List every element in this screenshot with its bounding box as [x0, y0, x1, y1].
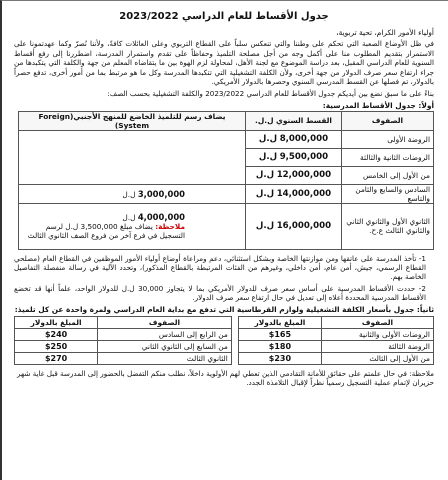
grade-cell: الثانوي الأول والثانوي الثاني والثانوي الثالث ع.ح.: [342, 203, 434, 249]
grade-cell: من السابع إلى الثانوي الثاني: [98, 340, 232, 352]
col-amount-right: المبلغ بالدولار: [238, 316, 321, 328]
notes-list: [14, 254, 426, 303]
col-grade-left: الصفوف: [98, 316, 232, 328]
grade-cell: من الأول إلى الخامس: [342, 166, 434, 184]
footer-note: ملاحظة: في حال علمتم على حقائق للأمانة التقادمي الذين تعطي لهم الأولوية داخلاً، نطلب منكم التفضل بالحضور إلى المدرسة قبل غاية شهر حزيران لإتمام عملية التسجيل رسمياً نظراً لإقبال التلامذة الجدد.: [17, 368, 434, 387]
fee-cell: 9,500,000 ل.ل: [246, 148, 342, 166]
grade-cell: من الأول إلى الثالث: [321, 352, 433, 364]
fee-cell: 8,000,000 ل.ل: [246, 130, 342, 148]
fees-table: [18, 111, 434, 250]
fee-cell: 14,000,000 ل.ل: [246, 184, 342, 203]
grade-cell: الروضة الثالثة: [321, 340, 433, 352]
grade-cell: الروضة الأولى: [342, 130, 434, 148]
intro-paragraph-2: بناءً على ما سبق نضع بين أيديكم جدول الأقساط للعام الدراسي 2023/2022 والكلفة التشغيلية بحسب الصف:: [107, 88, 434, 98]
amount-cell: $165: [238, 328, 321, 340]
intro-paragraph: في ظل الأوضاع الصعبة التي تحكم على وطننا والتي تنعكس سلباً على القطاع التربوي وعلى العائلات كافةً، ولأننا نُصرّ وكما عهدتمونا على الاستمرار بتقديم المطلوب منا على أكمل وجه من أجل مصلحة التلميذ وحفاظاً على تقدم واستمرار المدرسة، اضطررنا إلى رفع أقساط السنوية للعام الدراسي المقبل، بعد دراسة الموضوع مع لجنة الأهل، لمحاولة لزم الهوة بين ما يتقاضاه المعلم من جهة والكلفة التي يتكبدها من جراء ارتفاع سعر صرف الدولار من جهة أخرى، ولأن الكلفة التشغيلية التي تتكبدها المدرسة وكل ما هو مرتبط بما من أمور أخرى، تدفع حصراً بالدولار، تم فصلها عن القسط المدرسي السنوي وحصرها بالدولار الأمريكي.: [14, 39, 434, 87]
table-row: [15, 352, 434, 364]
table-row: [19, 130, 434, 148]
note-item: 2- حددت الأقساط المدرسية على أساس سعر صرف للدولار الأمريكي بما لا يتجاوز 30,000 ل.ل للدولار الواحد، علماً أنها قد تخضع الأقساط المدرسية المحددة أعلاه إلى تعديل في حال ارتفاع سعر صرف الدولار.: [14, 283, 426, 303]
grade-cell: السادس والسابع والثامن والتاسع: [342, 184, 434, 203]
grade-cell: من الرابع إلى السادس: [98, 328, 232, 340]
foreign-fee-middle: 3,000,000 ل.ل: [19, 184, 246, 203]
foreign-fee-secondary: 4,000,000 ل.ل ملاحظة: يضاف مبلغ 3,500,000 ل.ل لرسم التسجيل في فرع آخر من فروع الصف الثانوي الثالث: [19, 203, 246, 249]
amount-cell: $270: [15, 352, 98, 364]
grade-cell: الروضات الأولى والثانية: [321, 328, 433, 340]
cost-table-header: [15, 316, 434, 328]
fees-table-header: [19, 111, 434, 130]
greeting: أولياء الأمور الكرام، تحية تربوية،: [336, 28, 434, 37]
col-grade-right: الصفوف: [321, 316, 433, 328]
foreign-note: ملاحظة: يضاف مبلغ 3,500,000 ل.ل لرسم التسجيل في فرع آخر من فروع الصف الثانوي الثالث: [27, 221, 185, 241]
table-row: [15, 340, 434, 352]
table-row: [19, 184, 434, 203]
table-row: [19, 203, 434, 249]
note-item: 1- تأخذ المدرسة على عاتقها ومن موازنتها الخاصة وبشكل استثنائي، دعم ومراعاة أوضاع أولياء الأمور الموظفين في القطاع العام (مصلحي القطاع الرسمي، جيش، أمن عام، أمن داخلي، وغيرهم من الفئات المرتبطة بالقطاع المذكور)، وتحدد الآلية في رسالة منفصلة التفاصيل الخاصة بهم.: [14, 253, 426, 282]
section-2-heading: ثانياً: جدول بأسعار الكلفة التشغيلية ولوازم القرطاسية التي تدفع مع بداية العام الدراسي ولمرة واحدة عن كل تلميذ:: [14, 304, 434, 314]
foreign-empty-cell: [19, 130, 246, 184]
col-grade: الصفوف: [342, 111, 434, 130]
grade-cell: الثانوي الثالث: [98, 352, 232, 364]
col-foreign: يضاف رسم للتلميذ الخاضع للمنهج الأجنبي(Foreign System): [19, 111, 246, 130]
amount-cell: $230: [238, 352, 321, 364]
foreign-fee-value: 4,000,000: [137, 211, 185, 222]
grade-cell: الروضات الثانية والثالثة: [342, 148, 434, 166]
amount-cell: $240: [15, 328, 98, 340]
page-title: جدول الأقساط للعام الدراسي 2023/2022: [119, 11, 329, 22]
table-row: [15, 328, 434, 340]
fee-cell: 12,000,000 ل.ل: [246, 166, 342, 184]
col-amount-left: المبلغ بالدولار: [15, 316, 98, 328]
operating-cost-table: [14, 316, 434, 365]
section-1-heading: أولاً: جدول الأقساط المدرسية:: [322, 100, 434, 110]
col-fee: القسط السنوي ل.ل.: [246, 111, 342, 130]
amount-cell: $250: [15, 340, 98, 352]
fee-cell: 16,000,000 ل.ل: [246, 203, 342, 249]
amount-cell: $180: [238, 340, 321, 352]
